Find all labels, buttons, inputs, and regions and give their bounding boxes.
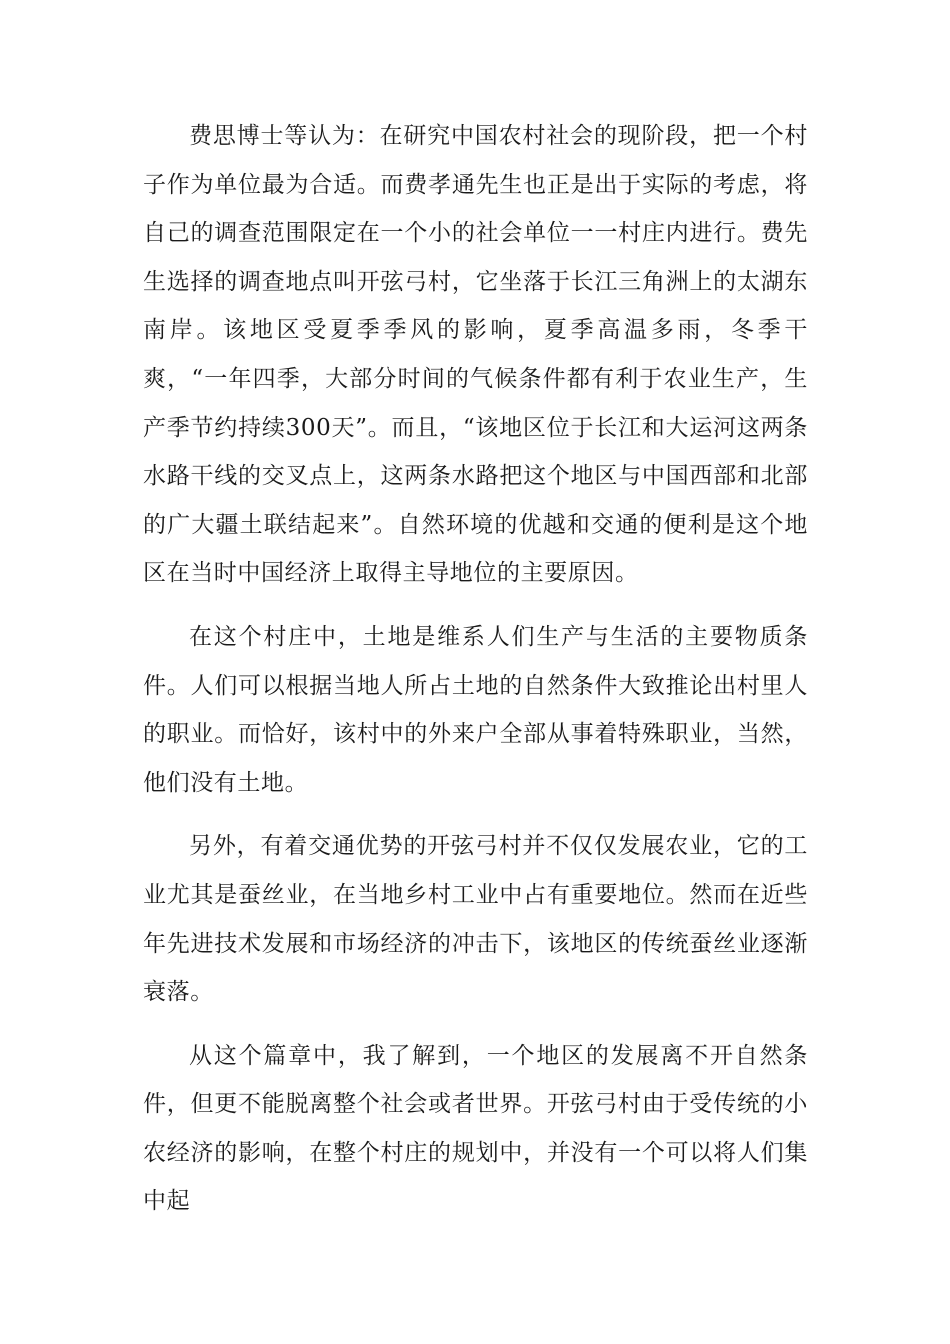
paragraph-1: 费思博士等认为：在研究中国农村社会的现阶段，把一个村子作为单位最为合适。而费孝通先生也正是出于实际的考虑，将自己的调查范围限定在一个小的社会单位一一村庄内进行。费先生选择的调查地点叫开弦弓村，它坐落于长江三角洲上的太湖东南岸。该地区受夏季季风的影响，夏季高温多雨，冬季干爽，“一年四季，大部分时间的气候条件都有利于农业生产，生产季节约持续300天”。而且，“该地区位于长江和大运河这两条水路干线的交叉点上，这两条水路把这个地区与中国西部和北部的广大疆土联结起来”。自然环境的优越和交通的便利是这个地区在当时中国经济上取得主导地位的主要原因。 xyxy=(143,123,808,587)
paragraph-2: 在这个村庄中，土地是维系人们生产与生活的主要物质条件。人们可以根据当地人所占土地的自然条件大致推论出村里人的职业。而恰好，该村中的外来户全部从事着特殊职业，当然，他们没有土地。 xyxy=(143,623,808,796)
document-body xyxy=(143,112,808,1226)
paragraph-4: 从这个篇章中，我了解到，一个地区的发展离不开自然条件，但更不能脱离整个社会或者世界。开弦弓村由于受传统的小农经济的影响，在整个村庄的规划中，并没有一个可以将人们集中起 xyxy=(143,1042,808,1215)
paragraph-3: 另外，有着交通优势的开弦弓村并不仅仅发展农业，它的工业尤其是蚕丝业，在当地乡村工业中占有重要地位。然而在近些年先进技术发展和市场经济的冲击下，该地区的传统蚕丝业逐渐衰落。 xyxy=(143,833,808,1006)
